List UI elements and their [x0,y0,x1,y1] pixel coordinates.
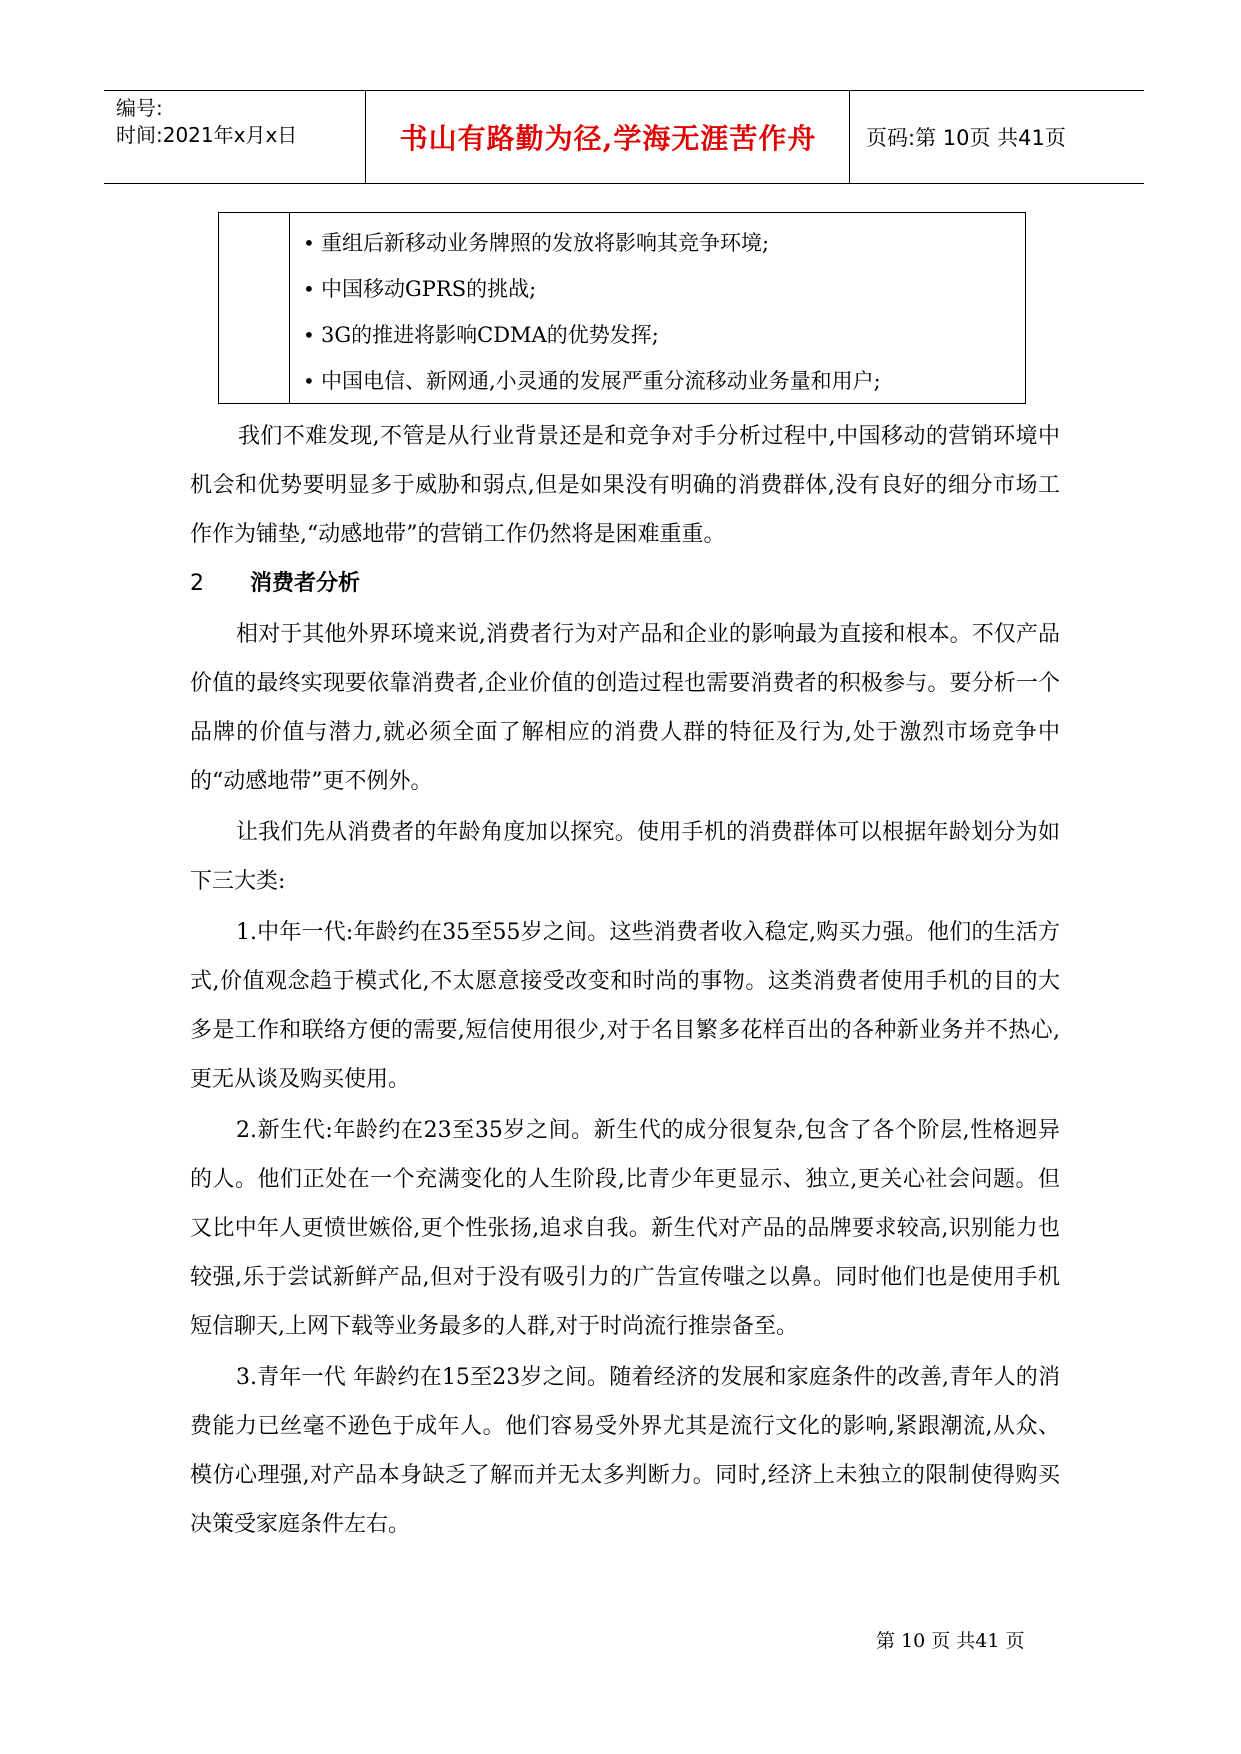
header-divider [849,91,850,183]
list-item: • 重组后新移动业务牌照的发放将影响其竞争环境; [303,220,881,266]
threats-list [303,220,881,404]
paragraph: 让我们先从消费者的年龄角度加以探究。使用手机的消费群体可以根据年龄划分为如下三大类: [190,820,1060,894]
list-item: • 3G的推进将影响CDMA的优势发挥; [303,312,881,358]
threats-table [218,212,1026,404]
page-footer: 第 10 页 共41 页 [876,1630,1025,1652]
section-heading [190,559,1060,608]
paragraph-intro: 我们不难发现,不管是从行业背景还是和竞争对手分析过程中,中国移动的营销环境中机会和优势要明显多于威胁和弱点,但是如果没有明确的消费群体,没有良好的细分市场工作作为铺垫,“动感地带”的营销工作仍然将是困难重重。 [190,424,1060,547]
list-item: • 中国移动GPRS的挑战; [303,266,881,312]
document-body [190,412,1060,1549]
table-column-divider [289,213,290,403]
list-item: • 中国电信、新网通,小灵通的发展严重分流移动业务量和用户; [303,358,881,404]
header-motto: 书山有路勤为径,学海无涯苦作舟 [399,122,817,155]
section-title: 消费者分析 [250,571,361,596]
paragraph: 3.青年一代 年龄约在15至23岁之间。随着经济的发展和家庭条件的改善,青年人的消费能力已丝毫不逊色于成年人。他们容易受外界尤其是流行文化的影响,紧跟潮流,从众、模仿心理强,对产品本身缺乏了解而并无太多判断力。同时,经济上未独立的限制使得购买决策受家庭条件左右。 [190,1365,1060,1537]
header-meta [116,95,366,149]
section-number: 2 [190,571,204,596]
header-divider [365,91,366,183]
paragraph: 2.新生代:年龄约在23至35岁之间。新生代的成分很复杂,包含了各个阶层,性格迥异的人。他们正处在一个充满变化的人生阶段,比青少年更显示、独立,更关心社会问题。但又比中年人更愤世嫉俗,更个性张扬,追求自我。新生代对产品的品牌要求较高,识别能力也较强,乐于尝试新鲜产品,但对于没有吸引力的广告宣传嗤之以鼻。同时他们也是使用手机短信聊天,上网下载等业务最多的人群,对于时尚流行推崇备至。 [190,1118,1060,1339]
paragraph: 相对于其他外界环境来说,消费者行为对产品和企业的影响最为直接和根本。不仅产品价值的最终实现要依靠消费者,企业价值的创造过程也需要消费者的积极参与。要分析一个品牌的价值与潜力,就必须全面了解相应的消费人群的特征及行为,处于激烈市场竞争中的“动感地带”更不例外。 [190,622,1060,794]
header-page-info: 页码:第 10页 共41页 [866,126,1066,150]
document-number-label: 编号: [116,96,163,120]
paragraph: 1.中年一代:年龄约在35至55岁之间。这些消费者收入稳定,购买力强。他们的生活方式,价值观念趋于模式化,不太愿意接受改变和时尚的事物。这类消费者使用手机的目的大多是工作和联络方便的需要,短信使用很少,对于名目繁多花样百出的各种新业务并不热心,更无从谈及购买使用。 [190,920,1060,1092]
document-time-label: 时间:2021年x月x日 [116,123,298,147]
page-header [104,90,1144,184]
